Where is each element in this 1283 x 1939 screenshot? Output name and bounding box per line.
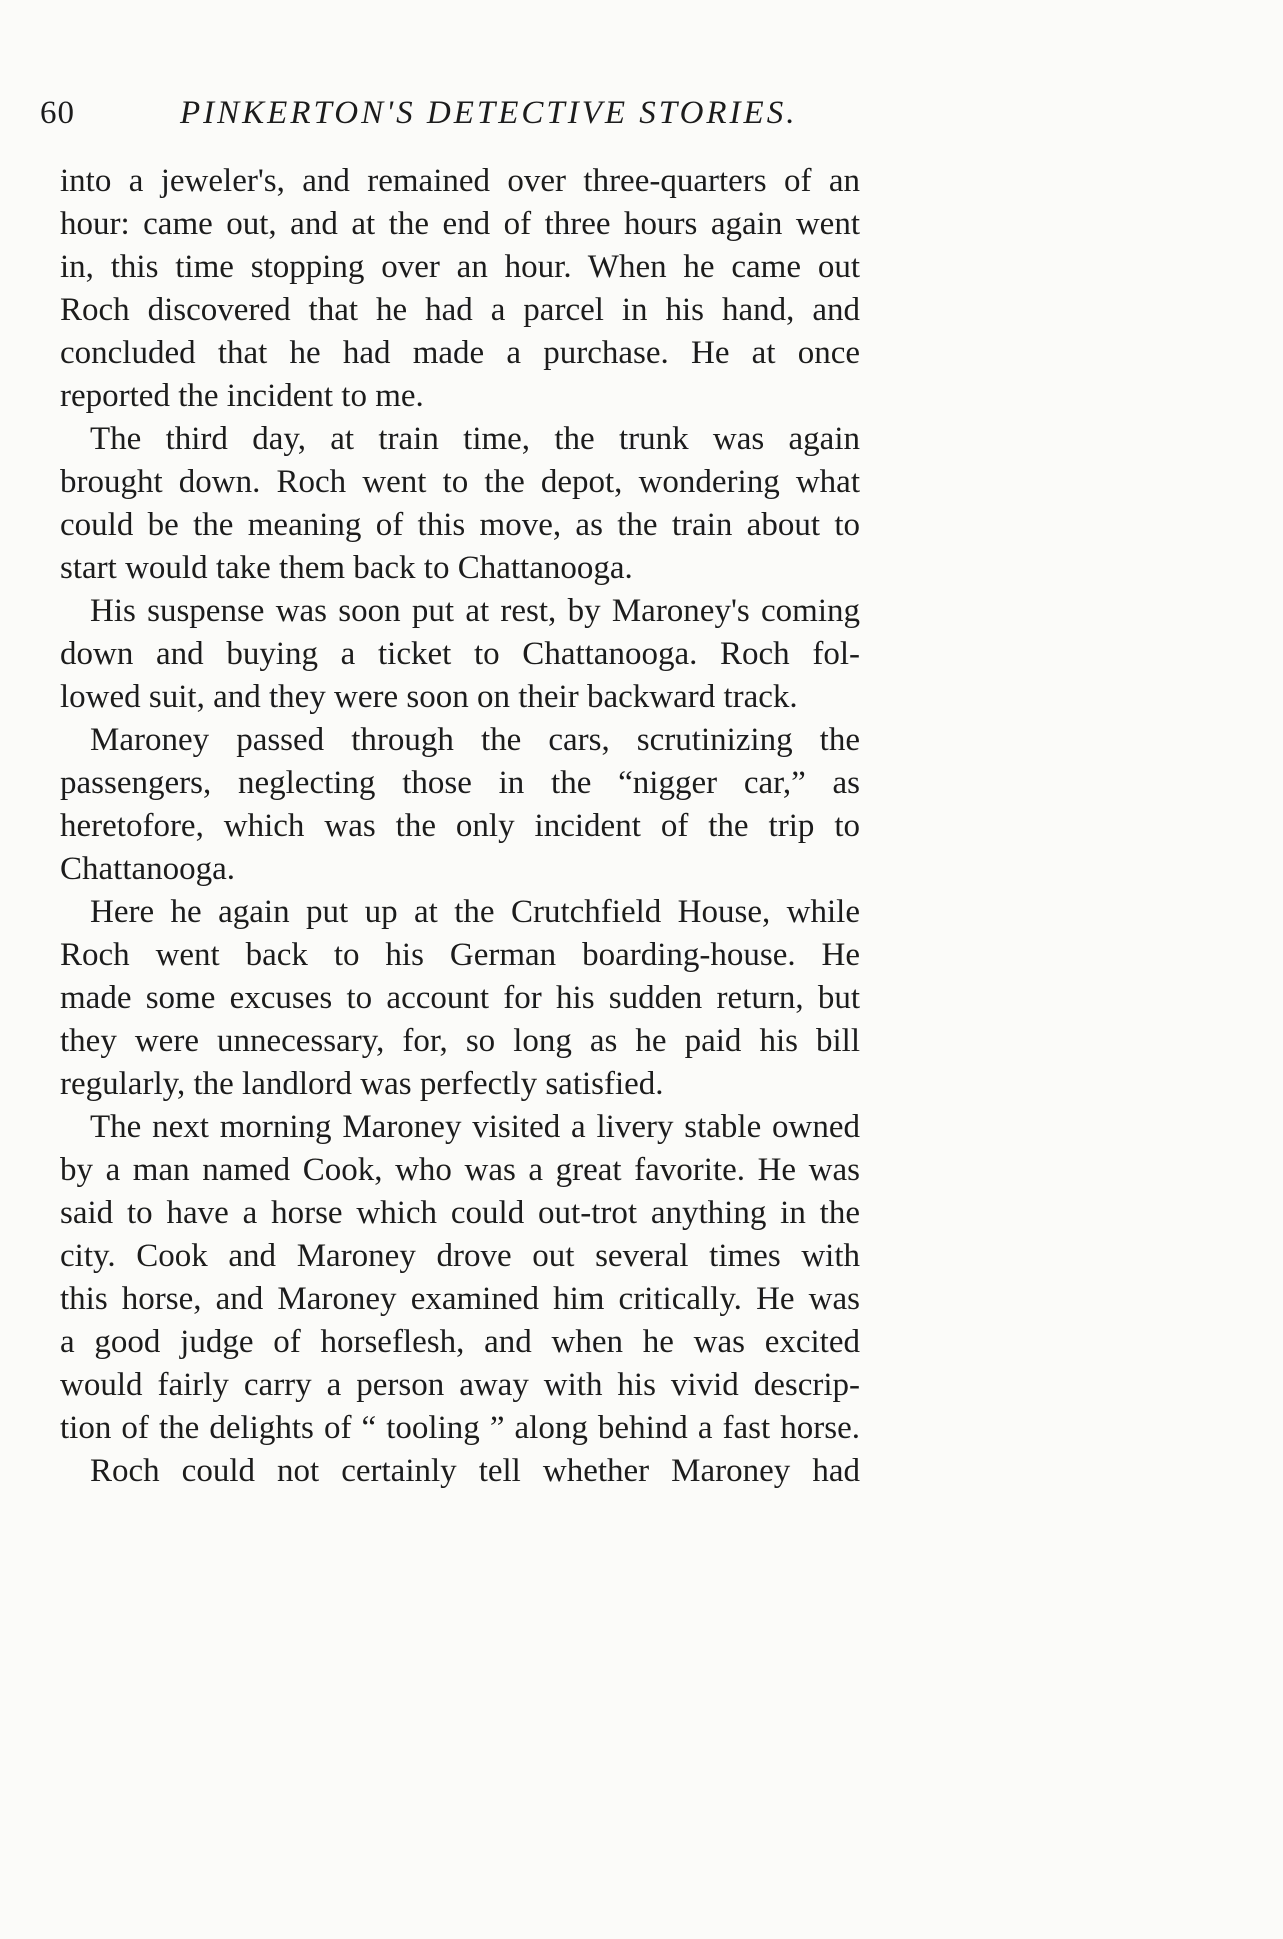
paragraph-5 bbox=[60, 891, 860, 1106]
text-line: regularly, the landlord was perfectly satisfied. bbox=[60, 1066, 664, 1102]
text-line: lowed suit, and they were soon on their backward track. bbox=[60, 679, 798, 715]
paragraph-3 bbox=[60, 590, 860, 719]
body-text bbox=[60, 160, 860, 1870]
text-line: reported the incident to me. bbox=[60, 378, 424, 414]
text-line: heretofore, which was the only incident of the trip to bbox=[60, 808, 860, 844]
text-line: by a man named Cook, who was a great favorite. He was bbox=[60, 1152, 860, 1188]
paragraph-4 bbox=[60, 719, 860, 891]
text-line: concluded that he had made a purchase. He at once bbox=[60, 335, 860, 371]
text-line: down and buying a ticket to Chattanooga. Roch fol- bbox=[60, 636, 860, 672]
text-line: made some excuses to account for his sudden return, but bbox=[60, 980, 860, 1016]
text-line: this horse, and Maroney examined him critically. He was bbox=[60, 1281, 860, 1317]
text-line: said to have a horse which could out-trot anything in the bbox=[60, 1195, 860, 1231]
text-line: into a jeweler's, and remained over three-quarters of an bbox=[60, 163, 860, 199]
text-line: Chattanooga. bbox=[60, 851, 236, 887]
paragraph-7 bbox=[60, 1450, 860, 1493]
text-line: brought down. Roch went to the depot, wondering what bbox=[60, 464, 860, 500]
text-line: Roch went back to his German boarding-house. He bbox=[60, 937, 860, 973]
text-line: start would take them back to Chattanooga. bbox=[60, 550, 633, 586]
text-line: in, this time stopping over an hour. When he came out bbox=[60, 249, 860, 285]
paragraph-1 bbox=[60, 160, 860, 418]
text-line: tion of the delights of “ tooling ” along behind a fast horse. bbox=[60, 1410, 860, 1446]
text-line: Here he again put up at the Crutchfield House, while bbox=[90, 894, 860, 930]
text-line: His suspense was soon put at rest, by Maroney's coming bbox=[90, 593, 860, 629]
text-line: The third day, at train time, the trunk was again bbox=[90, 421, 860, 457]
page-header bbox=[40, 95, 920, 145]
text-line: Roch discovered that he had a parcel in his hand, and bbox=[60, 292, 860, 328]
text-line: a good judge of horseflesh, and when he was excited bbox=[60, 1324, 860, 1360]
text-line: Roch could not certainly tell whether Maroney had bbox=[90, 1453, 860, 1489]
paragraph-6 bbox=[60, 1106, 860, 1450]
text-line: they were unnecessary, for, so long as he paid his bill bbox=[60, 1023, 860, 1059]
text-line: could be the meaning of this move, as the train about to bbox=[60, 507, 860, 543]
text-line: The next morning Maroney visited a livery stable owned bbox=[90, 1109, 860, 1145]
running-title: PINKERTON'S DETECTIVE STORIES. bbox=[180, 95, 798, 131]
text-line: hour: came out, and at the end of three hours again went bbox=[60, 206, 860, 242]
paragraph-2 bbox=[60, 418, 860, 590]
text-line: passengers, neglecting those in the “nigger car,” as bbox=[60, 765, 860, 801]
text-line: Maroney passed through the cars, scrutinizing the bbox=[90, 722, 860, 758]
page-number: 60 bbox=[40, 95, 75, 131]
text-line: city. Cook and Maroney drove out several times with bbox=[60, 1238, 860, 1274]
text-line: would fairly carry a person away with his vivid descrip- bbox=[60, 1367, 860, 1403]
